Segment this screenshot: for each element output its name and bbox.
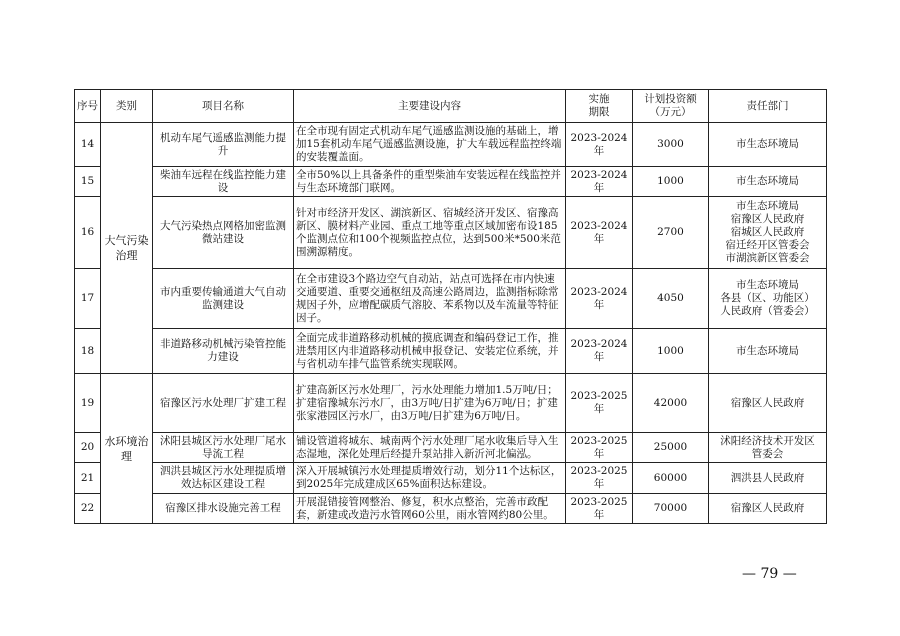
- row-content: 铺设管道将城东、城南两个污水处理厂尾水收集后导入生态湿地，深化处理后经提升泵站排入新沂河北偏泓。: [294, 433, 566, 463]
- row-name: 沭阳县城区污水处理厂尾水导流工程: [153, 433, 294, 463]
- row-content: 扩建高新区污水处理厂，污水处理能力增加1.5万吨/日；扩建宿豫城东污水厂，由3万吨/日扩建为6万吨/日；扩建张家港园区污水厂，由3万吨/日扩建为6万吨/日。: [294, 374, 566, 433]
- row-investment: 70000: [633, 494, 709, 524]
- row-content: 全面完成非道路移动机械的摸底调查和编码登记工作，推进禁用区内非道路移动机械申报登记、安装定位系统，并与省机动车排气监管系统实现联网。: [294, 329, 566, 374]
- project-table: [74, 89, 827, 524]
- table-row: [75, 123, 827, 167]
- header-no: 序号: [75, 90, 101, 123]
- header-period-line2: 期限: [588, 106, 610, 118]
- row-investment: 1000: [633, 329, 709, 374]
- row-name: 非道路移动机械污染管控能力建设: [153, 329, 294, 374]
- row-period: 2023-2024年: [566, 123, 633, 167]
- header-period: [566, 90, 633, 123]
- row-content: 深入开展城镇污水处理提质增效行动，划分11个达标区，到2025年完成建成区65%面积达标建设。: [294, 463, 566, 494]
- row-content: 开展混错接管网整治、修复，积水点整治，完善市政配套，新建或改造污水管网60公里，雨水管网约80公里。: [294, 494, 566, 524]
- table-row: [75, 167, 827, 197]
- row-name: 宿豫区排水设施完善工程: [153, 494, 294, 524]
- row-period: 2023-2025年: [566, 374, 633, 433]
- row-investment: 2700: [633, 197, 709, 269]
- row-name: 市内重要传输通道大气自动监测建设: [153, 269, 294, 329]
- row-period: 2023-2024年: [566, 269, 633, 329]
- row-period: 2023-2025年: [566, 463, 633, 494]
- row-no: 21: [75, 463, 101, 494]
- row-no: 20: [75, 433, 101, 463]
- header-content: 主要建设内容: [294, 90, 566, 123]
- header-row: [75, 90, 827, 123]
- row-name: 机动车尾气遥感监测能力提升: [153, 123, 294, 167]
- row-content: 全市50%以上具备条件的重型柴油车安装远程在线监控并与生态环境部门联网。: [294, 167, 566, 197]
- table-row: [75, 269, 827, 329]
- row-dept: 市生态环境局: [709, 329, 827, 374]
- row-no: 18: [75, 329, 101, 374]
- row-investment: 3000: [633, 123, 709, 167]
- row-investment: 4050: [633, 269, 709, 329]
- row-dept: 宿豫区人民政府: [709, 374, 827, 433]
- row-period: 2023-2024年: [566, 329, 633, 374]
- row-dept: 沭阳经济技术开发区 管委会: [709, 433, 827, 463]
- row-dept: 市生态环境局 各县（区、功能区） 人民政府（管委会）: [709, 269, 827, 329]
- row-content: 在全市建设3个路边空气自动站，站点可选择在市内快速交通要道、重要交通枢纽及高速公路周边，监测指标除常规因子外，应增配碳质气溶胶、苯系物以及车流量等特征因子。: [294, 269, 566, 329]
- row-no: 15: [75, 167, 101, 197]
- header-investment: [633, 90, 709, 123]
- row-name: 宿豫区污水处理厂扩建工程: [153, 374, 294, 433]
- row-dept: 宿豫区人民政府: [709, 494, 827, 524]
- row-content: 针对市经济开发区、湖滨新区、宿城经济开发区、宿豫高新区、膜材料产业园、重点工地等重点区域加密布设185个监测点位和100个视频监控点位，达到500米*500米范围溯源精度。: [294, 197, 566, 269]
- row-no: 22: [75, 494, 101, 524]
- row-name: 柴油车远程在线监控能力建设: [153, 167, 294, 197]
- row-investment: 1000: [633, 167, 709, 197]
- row-period: 2023-2024年: [566, 197, 633, 269]
- row-dept: 泗洪县人民政府: [709, 463, 827, 494]
- category-air: 大气污染治理: [101, 123, 153, 374]
- row-investment: 42000: [633, 374, 709, 433]
- row-no: 17: [75, 269, 101, 329]
- header-period-line1: 实施: [588, 93, 610, 105]
- header-dept: 责任部门: [709, 90, 827, 123]
- header-investment-line2: （万元）: [649, 106, 692, 118]
- row-no: 16: [75, 197, 101, 269]
- row-dept: 市生态环境局: [709, 167, 827, 197]
- row-no: 19: [75, 374, 101, 433]
- table-row: [75, 374, 827, 433]
- table-row: [75, 494, 827, 524]
- table-row: [75, 463, 827, 494]
- table-row: [75, 433, 827, 463]
- row-content: 在全市现有固定式机动车尾气遥感监测设施的基础上，增加15套机动车尾气遥感监测设施，扩大车载远程监控终端的安装覆盖面。: [294, 123, 566, 167]
- row-no: 14: [75, 123, 101, 167]
- category-water: 水环境治理: [101, 374, 153, 524]
- table-row: [75, 329, 827, 374]
- row-period: 2023-2025年: [566, 433, 633, 463]
- table-row: [75, 197, 827, 269]
- row-name: 泗洪县城区污水处理提质增效达标区建设工程: [153, 463, 294, 494]
- row-name: 大气污染热点网格加密监测微站建设: [153, 197, 294, 269]
- row-dept: 市生态环境局: [709, 123, 827, 167]
- row-period: 2023-2024年: [566, 167, 633, 197]
- page-number: — 79 —: [742, 566, 797, 582]
- row-investment: 25000: [633, 433, 709, 463]
- header-project-name: 项目名称: [153, 90, 294, 123]
- row-period: 2023-2025年: [566, 494, 633, 524]
- row-dept: 市生态环境局 宿豫区人民政府 宿城区人民政府 宿迁经开区管委会 市湖滨新区管委会: [709, 197, 827, 269]
- header-category: 类别: [101, 90, 153, 123]
- row-investment: 60000: [633, 463, 709, 494]
- header-investment-line1: 计划投资额: [644, 93, 697, 105]
